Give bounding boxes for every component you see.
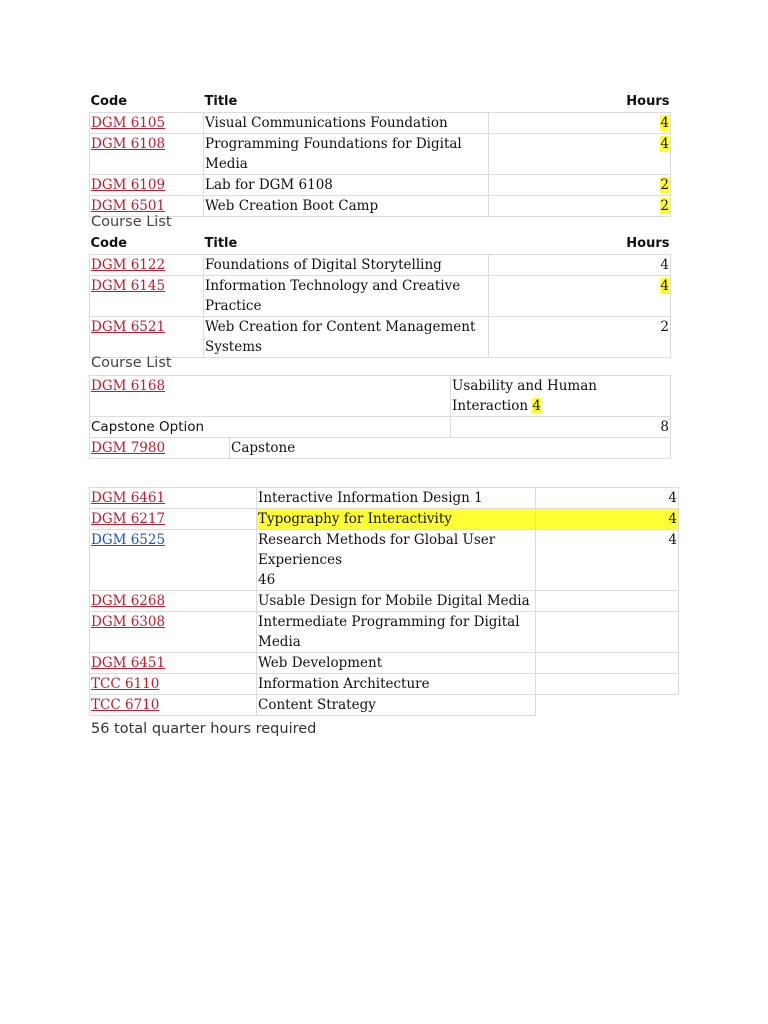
course-title: Visual Communications Foundation: [204, 113, 489, 134]
table-row: [90, 653, 679, 674]
course-link[interactable]: DGM 6461: [91, 490, 166, 506]
table-row: [90, 376, 671, 417]
course-title: Intermediate Programming for Digital Media: [257, 612, 536, 653]
course-hours: 4: [660, 278, 669, 294]
course-title: Web Creation for Content Management Systems: [204, 317, 489, 358]
course-link[interactable]: DGM 6108: [91, 136, 166, 152]
course-link[interactable]: DGM 6217: [91, 511, 166, 527]
table-row: [90, 276, 671, 317]
course-title: Lab for DGM 6108: [204, 175, 489, 196]
course-link[interactable]: DGM 6501: [91, 198, 166, 214]
course-link[interactable]: DGM 6451: [91, 655, 166, 671]
table-row: [90, 612, 679, 653]
course-title: Interactive Information Design 1: [257, 488, 536, 509]
course-title: Capstone: [230, 438, 671, 459]
total-hours-text: 56 total quarter hours required: [91, 721, 317, 737]
course-hours: [536, 591, 679, 612]
course-hours: 4: [536, 509, 679, 530]
table-row: [90, 417, 671, 438]
capstone-option-label: Capstone Option: [90, 417, 451, 438]
capstone-option-hours: 8: [451, 417, 671, 438]
course-hours: 4: [536, 530, 679, 591]
course-title: Content Strategy: [257, 695, 536, 716]
course-table-2: [89, 234, 671, 358]
course-title: Research Methods for Global User Experiences: [258, 532, 496, 568]
course-hours: 2: [660, 198, 669, 214]
course-link[interactable]: DGM 6521: [91, 319, 166, 335]
course-title: Usability and Human Interaction: [452, 378, 597, 414]
capstone-table: [89, 375, 671, 459]
table-row: [90, 695, 679, 716]
table-row: [90, 674, 679, 695]
header-hours: Hours: [626, 94, 670, 109]
course-title: Web Creation Boot Camp: [204, 196, 489, 217]
course-link[interactable]: DGM 6145: [91, 278, 166, 294]
course-link[interactable]: DGM 6525: [91, 532, 166, 548]
course-title: Information Technology and Creative Practice: [204, 276, 489, 317]
table-row: [90, 255, 671, 276]
header-hours: Hours: [626, 236, 670, 251]
course-note: 46: [258, 572, 276, 588]
course-title: Web Development: [257, 653, 536, 674]
table-row: [90, 317, 671, 358]
table-row: [90, 113, 671, 134]
course-title: Foundations of Digital Storytelling: [204, 255, 489, 276]
table-header-row: [90, 234, 671, 255]
table-row: [90, 134, 671, 175]
course-table-1: [89, 92, 671, 217]
elective-table: [89, 487, 679, 716]
course-title: Typography for Interactivity: [257, 509, 536, 530]
table-row: [90, 509, 679, 530]
course-link[interactable]: DGM 6308: [91, 614, 166, 630]
course-hours: [536, 674, 679, 695]
course-link[interactable]: TCC 6710: [91, 697, 160, 713]
course-link[interactable]: DGM 6122: [91, 257, 166, 273]
table-row: [90, 438, 671, 459]
header-code: Code: [90, 94, 128, 109]
course-link[interactable]: DGM 6168: [91, 378, 166, 394]
table-row: [90, 530, 679, 591]
course-hours: [536, 612, 679, 653]
course-link[interactable]: DGM 6268: [91, 593, 166, 609]
course-hours: [536, 695, 679, 716]
table-row: [90, 591, 679, 612]
course-hours: [536, 653, 679, 674]
table-row: [90, 196, 671, 217]
header-title: Title: [204, 94, 238, 109]
course-link[interactable]: DGM 7980: [91, 440, 166, 456]
table-header-row: [90, 92, 671, 113]
course-title: Programming Foundations for Digital Media: [204, 134, 489, 175]
course-hours: 4: [660, 136, 669, 152]
course-hours: 4: [660, 115, 669, 131]
course-hours: 4: [536, 488, 679, 509]
table-row: [90, 175, 671, 196]
course-link[interactable]: DGM 6109: [91, 177, 166, 193]
course-hours: 4: [489, 255, 671, 276]
header-code: Code: [90, 236, 128, 251]
course-title: Information Architecture: [257, 674, 536, 695]
course-list-label: Course List: [91, 355, 172, 371]
table-row: [90, 488, 679, 509]
course-link[interactable]: DGM 6105: [91, 115, 166, 131]
course-hours: 2: [660, 177, 669, 193]
header-title: Title: [204, 236, 238, 251]
course-hours: 4: [532, 398, 541, 414]
course-hours: 2: [489, 317, 671, 358]
course-title: Usable Design for Mobile Digital Media: [257, 591, 536, 612]
course-list-label: Course List: [91, 214, 172, 230]
course-link[interactable]: TCC 6110: [91, 676, 160, 692]
